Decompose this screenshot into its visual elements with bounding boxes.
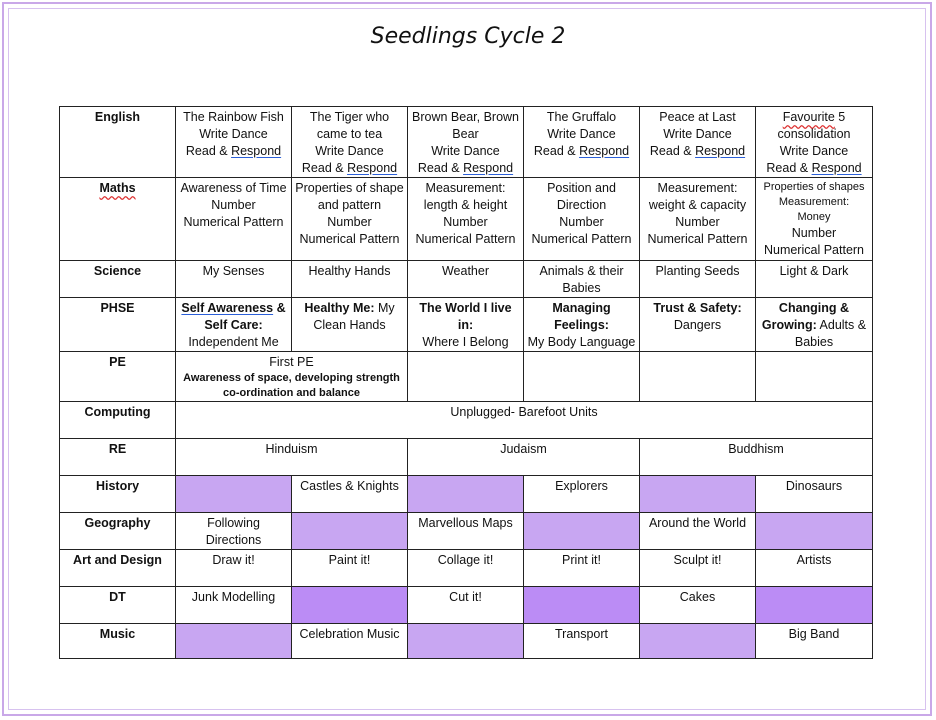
row-history bbox=[60, 476, 873, 513]
art-cell: Sculpt it! bbox=[640, 550, 756, 587]
cell-text: My Clean Hands bbox=[313, 301, 395, 332]
cell-text: Brown Bear, Brown Bear bbox=[412, 110, 519, 141]
science-cell: Healthy Hands bbox=[292, 261, 408, 298]
subject-pe: PE bbox=[60, 352, 176, 402]
dt-cell: Cakes bbox=[640, 587, 756, 624]
cell-text: Write Dance bbox=[199, 127, 268, 141]
maths-cell bbox=[524, 178, 640, 261]
geography-cell: Marvellous Maps bbox=[408, 513, 524, 550]
cell-text: Number bbox=[559, 215, 604, 229]
music-cell: Transport bbox=[524, 624, 640, 659]
dt-cell: Junk Modelling bbox=[176, 587, 292, 624]
cell-text: Where I Belong bbox=[422, 335, 509, 349]
geography-cell-shaded bbox=[292, 513, 408, 550]
cell-text: Managing Feelings: bbox=[552, 301, 611, 332]
cell-text: Measurement: length & height bbox=[423, 181, 508, 212]
row-maths bbox=[60, 178, 873, 261]
cell-text: Write Dance bbox=[431, 144, 500, 158]
cell-text: The World I live in: bbox=[419, 301, 512, 332]
dt-cell-shaded bbox=[524, 587, 640, 624]
cell-text: Write Dance bbox=[779, 144, 849, 158]
cell-text: Measurement: weight & capacity bbox=[648, 181, 747, 212]
cell-text: Number bbox=[443, 215, 488, 229]
history-cell: Castles & Knights bbox=[292, 476, 408, 513]
english-cell bbox=[292, 107, 408, 178]
english-cell bbox=[524, 107, 640, 178]
row-pe bbox=[60, 352, 873, 402]
art-cell: Collage it! bbox=[408, 550, 524, 587]
cell-text: The Tiger who came to tea bbox=[309, 110, 390, 141]
cell-text: Write Dance bbox=[663, 127, 732, 141]
computing-cell: Unplugged- Barefoot Units bbox=[176, 402, 873, 439]
history-cell: Dinosaurs bbox=[756, 476, 873, 513]
art-cell: Paint it! bbox=[292, 550, 408, 587]
cell-text: Position and Direction bbox=[547, 181, 616, 212]
history-cell-shaded bbox=[408, 476, 524, 513]
art-cell: Print it! bbox=[524, 550, 640, 587]
maths-cell bbox=[176, 178, 292, 261]
science-cell: Light & Dark bbox=[756, 261, 873, 298]
cell-text: Measurement: bbox=[778, 196, 850, 208]
phse-cell bbox=[756, 298, 873, 352]
pe-cell-empty bbox=[524, 352, 640, 402]
subject-english: English bbox=[60, 107, 176, 178]
art-cell: Artists bbox=[756, 550, 873, 587]
music-cell-shaded bbox=[176, 624, 292, 659]
pe-cell-empty bbox=[640, 352, 756, 402]
cell-text: Numerical Pattern bbox=[299, 232, 400, 246]
subject-geography: Geography bbox=[60, 513, 176, 550]
cell-text: Numerical Pattern bbox=[531, 232, 632, 246]
cell-text: Numerical Pattern bbox=[415, 232, 516, 246]
cell-text: Numerical Pattern bbox=[763, 243, 865, 257]
cell-text: Read & Respond bbox=[301, 161, 398, 175]
cell-text: The Rainbow Fish bbox=[183, 110, 284, 124]
cell-text: Peace at Last bbox=[659, 110, 736, 124]
music-cell-shaded bbox=[408, 624, 524, 659]
cell-text: Healthy Me: bbox=[304, 301, 375, 315]
cell-text: Self Awareness & Self Care: bbox=[181, 301, 286, 332]
phse-cell bbox=[524, 298, 640, 352]
pe-cell-empty bbox=[408, 352, 524, 402]
cell-text: Properties of shapes bbox=[763, 181, 865, 193]
row-re bbox=[60, 439, 873, 476]
geography-cell: Around the World bbox=[640, 513, 756, 550]
subject-computing: Computing bbox=[60, 402, 176, 439]
row-geography bbox=[60, 513, 873, 550]
music-cell-shaded bbox=[640, 624, 756, 659]
history-cell-shaded bbox=[640, 476, 756, 513]
cell-text: Awareness of space, developing strength co-ordination and balance bbox=[183, 372, 400, 399]
cell-text: Number bbox=[327, 215, 372, 229]
music-cell: Big Band bbox=[756, 624, 873, 659]
re-cell: Judaism bbox=[408, 439, 640, 476]
cell-text: First PE bbox=[269, 355, 314, 369]
row-computing bbox=[60, 402, 873, 439]
cell-text: Favourite 5 consolidation bbox=[777, 110, 851, 141]
row-phse bbox=[60, 298, 873, 352]
cell-text: My Body Language bbox=[527, 335, 636, 349]
science-cell: Planting Seeds bbox=[640, 261, 756, 298]
cell-text: Adults & Babies bbox=[794, 318, 867, 349]
subject-art: Art and Design bbox=[60, 550, 176, 587]
dt-cell: Cut it! bbox=[408, 587, 524, 624]
dt-cell-shaded bbox=[292, 587, 408, 624]
history-cell: Explorers bbox=[524, 476, 640, 513]
cell-text: Numerical Pattern bbox=[647, 232, 748, 246]
cell-text: Numerical Pattern bbox=[183, 215, 284, 229]
subject-music: Music bbox=[60, 624, 176, 659]
maths-cell bbox=[640, 178, 756, 261]
row-english bbox=[60, 107, 873, 178]
cell-text: Read & Respond bbox=[417, 161, 514, 175]
english-cell bbox=[756, 107, 873, 178]
subject-dt: DT bbox=[60, 587, 176, 624]
music-cell: Celebration Music bbox=[292, 624, 408, 659]
english-cell bbox=[640, 107, 756, 178]
re-cell: Hinduism bbox=[176, 439, 408, 476]
english-cell bbox=[176, 107, 292, 178]
pe-cell-empty bbox=[756, 352, 873, 402]
curriculum-table bbox=[59, 106, 873, 659]
english-cell bbox=[408, 107, 524, 178]
cell-text: Read & Respond bbox=[533, 144, 630, 158]
science-cell: Weather bbox=[408, 261, 524, 298]
re-cell: Buddhism bbox=[640, 439, 873, 476]
geography-cell: Following Directions bbox=[176, 513, 292, 550]
cell-text: Write Dance bbox=[547, 127, 616, 141]
subject-maths: Maths bbox=[60, 178, 176, 261]
cell-text: Read & Respond bbox=[185, 144, 282, 158]
science-cell: Animals & their Babies bbox=[524, 261, 640, 298]
history-cell-shaded bbox=[176, 476, 292, 513]
geography-cell-shaded bbox=[524, 513, 640, 550]
row-music bbox=[60, 624, 873, 659]
cell-text: Awareness of Time bbox=[180, 181, 287, 195]
row-art bbox=[60, 550, 873, 587]
cell-text: Number bbox=[675, 215, 720, 229]
art-cell: Draw it! bbox=[176, 550, 292, 587]
maths-cell bbox=[756, 178, 873, 261]
cell-text: Number bbox=[791, 226, 837, 240]
cell-text: Number bbox=[211, 198, 256, 212]
subject-phse: PHSE bbox=[60, 298, 176, 352]
maths-cell bbox=[292, 178, 408, 261]
dt-cell-shaded bbox=[756, 587, 873, 624]
subject-re: RE bbox=[60, 439, 176, 476]
subject-science: Science bbox=[60, 261, 176, 298]
cell-text: The Gruffalo bbox=[546, 110, 617, 124]
geography-cell-shaded bbox=[756, 513, 873, 550]
maths-cell bbox=[408, 178, 524, 261]
subject-history: History bbox=[60, 476, 176, 513]
cell-text: Money bbox=[797, 211, 831, 223]
phse-cell bbox=[408, 298, 524, 352]
row-dt bbox=[60, 587, 873, 624]
row-science bbox=[60, 261, 873, 298]
cell-text: Read & Respond bbox=[766, 161, 862, 175]
cell-text: Dangers bbox=[673, 318, 722, 332]
cell-text: Properties of shape and pattern bbox=[295, 181, 404, 212]
phse-cell bbox=[640, 298, 756, 352]
cell-text: Trust & Safety: bbox=[653, 301, 742, 315]
cell-text: Changing & Growing: bbox=[761, 301, 850, 332]
science-cell: My Senses bbox=[176, 261, 292, 298]
phse-cell bbox=[176, 298, 292, 352]
cell-text: Read & Respond bbox=[649, 144, 746, 158]
cell-text: Write Dance bbox=[315, 144, 384, 158]
pe-cell bbox=[176, 352, 408, 402]
phse-cell bbox=[292, 298, 408, 352]
page-title: Seedlings Cycle 2 bbox=[370, 24, 566, 49]
cell-text: Independent Me bbox=[188, 335, 279, 349]
